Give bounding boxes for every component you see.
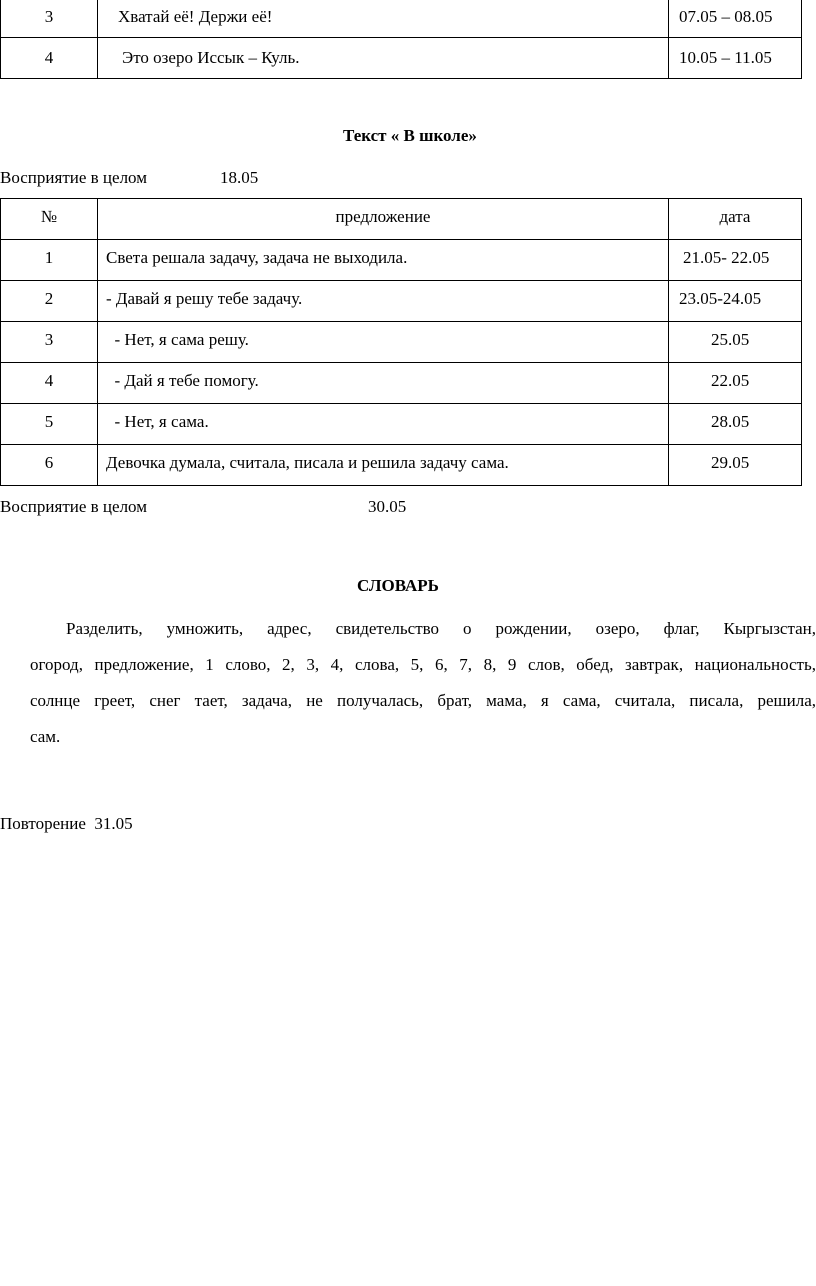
row-sentence: Хватай её! Держи её! [98, 0, 669, 38]
row-date: 28.05 [669, 404, 802, 445]
row-number: 1 [1, 240, 98, 281]
row-sentence: - Давай я решу тебе задачу. [98, 281, 669, 322]
row-number: 6 [1, 445, 98, 486]
row-date: 25.05 [669, 322, 802, 363]
dictionary-line: огород, предложение, 1 слово, 2, 3, 4, слова, 5, 6, 7, 8, 9 слов, обед, завтрак, национальность, [30, 655, 816, 674]
row-date: 29.05 [669, 445, 802, 486]
lesson-table-continued [0, 0, 802, 79]
row-date: 23.05-24.05 [669, 281, 802, 322]
row-sentence: - Нет, я сама решу. [98, 322, 669, 363]
dictionary-line: солнце греет, снег тает, задача, не получалась, брат, мама, я сама, считала, писала, решила, [30, 691, 816, 710]
table-row [1, 363, 802, 404]
row-date: 21.05- 22.05 [669, 240, 802, 281]
sentence-table [0, 198, 802, 486]
row-sentence: Это озеро Иссык – Куль. [98, 38, 669, 79]
row-sentence: - Нет, я сама. [98, 404, 669, 445]
row-date: 07.05 – 08.05 [669, 0, 802, 38]
row-sentence: Девочка думала, считала, писала и решила задачу сама. [98, 445, 669, 486]
row-number: 4 [1, 363, 98, 404]
dictionary-paragraph [30, 611, 816, 755]
table-row [1, 0, 802, 38]
header-number: № [1, 199, 98, 240]
perception-label: Восприятие в целом [0, 497, 147, 516]
row-number: 2 [1, 281, 98, 322]
table-row [1, 38, 802, 79]
row-number: 3 [1, 0, 98, 38]
row-sentence: Света решала задачу, задача не выходила. [98, 240, 669, 281]
dictionary-line: сам. [30, 727, 61, 746]
dictionary-line: Разделить, умножить, адрес, свидетельство о рождении, озеро, флаг, Кыргызстан, [66, 619, 816, 638]
section-title: Текст « В школе» [343, 126, 477, 145]
perception-label: Восприятие в целом [0, 168, 147, 187]
repetition-line: Повторение 31.05 [0, 814, 133, 833]
row-date: 10.05 – 11.05 [669, 38, 802, 79]
table-row [1, 240, 802, 281]
row-date: 22.05 [669, 363, 802, 404]
dictionary-title: СЛОВАРЬ [357, 576, 439, 595]
table-header-row [1, 199, 802, 240]
table-row [1, 404, 802, 445]
table-row [1, 322, 802, 363]
table-row [1, 281, 802, 322]
row-number: 3 [1, 322, 98, 363]
perception-date: 18.05 [220, 168, 259, 187]
header-sentence: предложение [98, 199, 669, 240]
perception-date: 30.05 [368, 497, 407, 516]
table-row [1, 445, 802, 486]
row-number: 5 [1, 404, 98, 445]
header-date: дата [669, 199, 802, 240]
row-sentence: - Дай я тебе помогу. [98, 363, 669, 404]
row-number: 4 [1, 38, 98, 79]
